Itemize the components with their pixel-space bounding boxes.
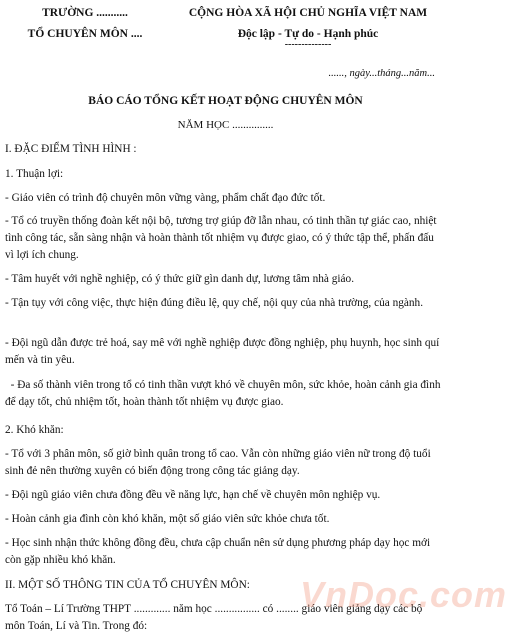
- section-2-heading: II. MỘT SỐ THÔNG TIN CỦA TỔ CHUYÊN MÔN:: [5, 579, 250, 591]
- national-motto: Độc lập - Tự do - Hạnh phúc: [237, 28, 379, 40]
- advantage-item: - Tâm huyết với nghề nghiệp, có ý thức giữ gìn danh dự, lương tâm nhà giáo.: [5, 273, 355, 285]
- advantages-heading: 1. Thuận lợi:: [5, 168, 64, 180]
- school-year: NĂM HỌC ...............: [177, 119, 274, 131]
- advantage-item: - Giáo viên có trình độ chuyên môn vững vàng, phẩm chất đạo đức tốt.: [5, 192, 326, 204]
- difficulty-item: - Hoàn cảnh gia đình còn khó khăn, một số giáo viên sức khỏe chưa tốt.: [5, 513, 330, 525]
- section-1-heading: I. ĐẶC ĐIỂM TÌNH HÌNH :: [5, 143, 137, 155]
- difficulty-item: - Tổ với 3 phân môn, số giờ bình quân trong tổ cao. Vẫn còn những giáo viên nữ trong độ tuổi sinh đẻ nên thường xuyên có biến động trong công tác giảng dạy.: [5, 448, 431, 477]
- national-title: CỘNG HÒA XÃ HỘI CHỦ NGHĨA VIỆT NAM: [188, 7, 428, 19]
- motto-underline: --------------: [284, 39, 332, 50]
- date-line: ......, ngày...tháng...năm...: [328, 68, 435, 79]
- department-name: TỔ CHUYÊN MÔN ....: [27, 28, 143, 40]
- advantage-item: - Đa số thành viên trong tổ có tinh thần vượt khó về chuyên môn, sức khỏe, hoàn cảnh gia đình để dạy tốt, chủ nhiệm tốt, hoàn thành tốt nhiệm vụ được giao.: [5, 379, 444, 408]
- section-2-paragraph: Tổ Toán – Lí Trường THPT ............. năm học ................ có ........ giáo viên giảng dạy các bộ môn Toán, Lí và Tin. Trong đó:: [5, 603, 423, 632]
- advantage-item: - Tổ có truyền thống đoàn kết nội bộ, tương trợ giúp đỡ lẫn nhau, có tinh thần tự giác cao, nhiệt tình công tác, sẵn sàng nhận và hoàn thành tốt nhiệm vụ được giao, có ý thức tập thể, phấn đấu vì lợi ích chung.: [5, 215, 437, 261]
- school-name: TRƯỜNG ...........: [42, 7, 128, 19]
- watermark-logo: VnDoc.com: [300, 574, 507, 615]
- report-title: BÁO CÁO TỔNG KẾT HOẠT ĐỘNG CHUYÊN MÔN: [88, 95, 363, 107]
- difficulty-item: - Đội ngũ giáo viên chưa đồng đều về năng lực, hạn chế về chuyên môn nghiệp vụ.: [5, 489, 381, 501]
- advantage-item: - Đội ngũ dẫn được trẻ hoá, say mê với nghề nghiệp được đồng nghiệp, phụ huynh, học sinh quí mến và tin yêu.: [5, 337, 440, 366]
- difficulties-heading: 2. Khó khăn:: [5, 424, 64, 436]
- difficulty-item: - Học sinh nhận thức không đồng đều, chưa cập chuẩn nên sử dụng phương pháp dạy học mới còn gặp nhiều khó khăn.: [5, 537, 431, 566]
- advantage-item: - Tận tụy với công việc, thực hiện đúng điều lệ, quy chế, nội quy của nhà trường, của ngành.: [5, 297, 424, 309]
